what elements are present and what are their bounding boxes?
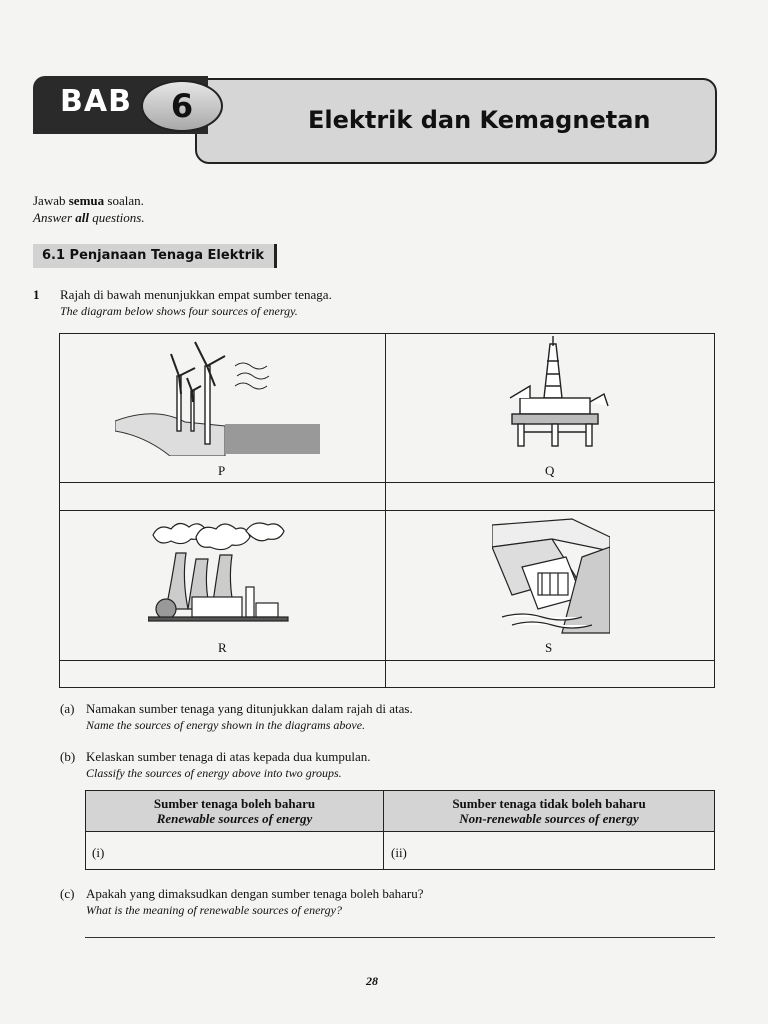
part-a-en: Name the sources of energy shown in the diagrams above.	[86, 718, 366, 732]
question-text-ms: Rajah di bawah menunjukkan empat sumber tenaga.	[60, 287, 332, 302]
part-c-en: What is the meaning of renewable sources of energy?	[86, 903, 342, 917]
nuclear-plant-icon	[148, 517, 293, 629]
part-c-letter: (c)	[60, 886, 75, 901]
part-a-ms: Namakan sumber tenaga yang ditunjukkan dalam rajah di atas.	[86, 701, 413, 716]
answer-cell-ii[interactable]: (ii)	[391, 845, 407, 860]
question-text	[60, 287, 332, 319]
page-number: 28	[366, 974, 378, 988]
grid-divider	[60, 660, 714, 661]
cell-label-p: P	[218, 463, 226, 478]
non-renewable-header-en: Non-renewable sources of energy	[459, 811, 639, 826]
renewable-header-ms: Sumber tenaga boleh baharu	[153, 796, 316, 811]
cell-label-q: Q	[545, 463, 555, 478]
table-header-non-renewable	[384, 791, 714, 831]
non-renewable-header-ms: Sumber tenaga tidak boleh baharu	[452, 796, 646, 811]
instructions-ms: Jawab semua soalan.	[33, 193, 144, 208]
cell-label-s: S	[545, 640, 553, 655]
cell-label-r: R	[218, 640, 227, 655]
oil-rig-icon	[500, 336, 610, 448]
part-b-en: Classify the sources of energy above into two groups.	[86, 766, 342, 780]
instructions-en: Answer all questions.	[33, 210, 145, 225]
table-divider	[383, 791, 384, 869]
question-number: 1	[33, 287, 40, 302]
answer-cell-i[interactable]: (i)	[92, 845, 105, 860]
chapter-bab-label: BAB	[60, 84, 132, 119]
classification-table	[85, 790, 715, 870]
table-header-renewable	[86, 791, 383, 831]
energy-sources-diagram	[59, 333, 715, 688]
answer-line[interactable]	[85, 937, 715, 938]
part-a-letter: (a)	[60, 701, 75, 716]
chapter-number: 6	[141, 80, 223, 132]
hydro-dam-icon	[492, 517, 610, 635]
wind-turbine-icon	[115, 336, 325, 456]
grid-divider	[60, 482, 714, 483]
section-heading: 6.1 Penjanaan Tenaga Elektrik	[33, 244, 277, 268]
question-text-en: The diagram below shows four sources of energy.	[60, 304, 298, 318]
grid-divider	[60, 510, 714, 511]
renewable-header-en: Renewable sources of energy	[156, 811, 313, 826]
part-c-ms: Apakah yang dimaksudkan dengan sumber tenaga boleh baharu?	[86, 886, 424, 901]
part-b-ms: Kelaskan sumber tenaga di atas kepada dua kumpulan.	[86, 749, 371, 764]
part-b-letter: (b)	[60, 749, 76, 764]
table-divider	[86, 831, 714, 832]
chapter-title: Elektrik dan Kemagnetan	[308, 106, 651, 134]
instructions	[33, 192, 145, 226]
